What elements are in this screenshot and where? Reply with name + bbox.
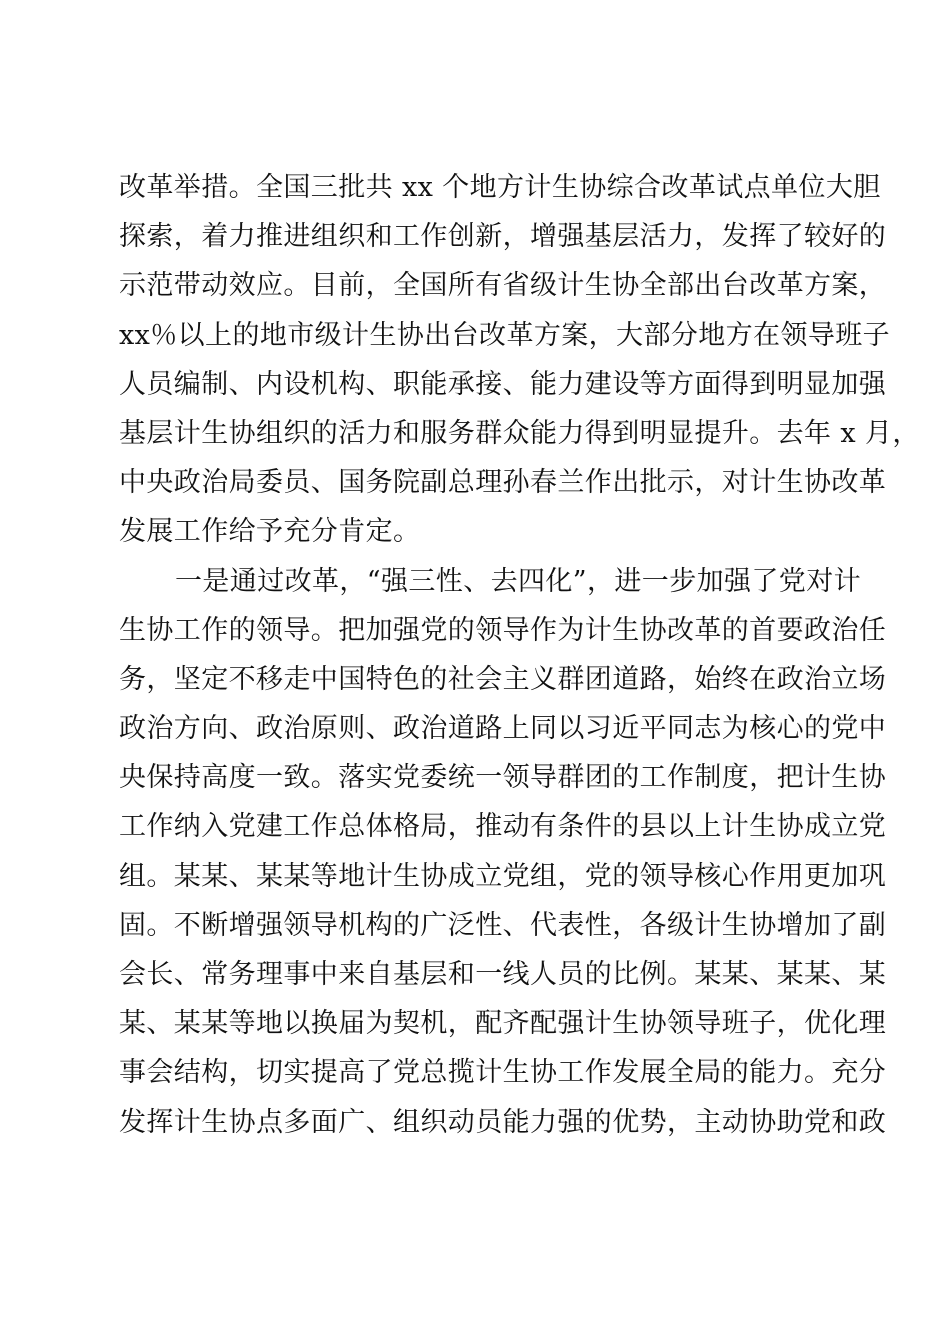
text-line: 人员编制、内设机构、职能承接、能力建设等方面得到明显加强 [119, 368, 887, 400]
text-line: 政治方向、政治原则、政治道路上同以习近平同志为核心的党中 [119, 713, 887, 745]
text-line: 中央政治局委员、国务院副总理孙春兰作出批示，对计生协改革 [119, 467, 887, 499]
paragraph-party-leadership [119, 557, 887, 1147]
text-line: 示范带动效应。目前，全国所有省级计生协全部出台改革方案， [119, 270, 887, 302]
text-line: 发展工作给予充分肯定。 [119, 516, 421, 548]
text-line: 工作纳入党建工作总体格局，推动有条件的县以上计生协成立党 [119, 811, 887, 843]
text-line: 探索，着力推进组织和工作创新，增强基层活力，发挥了较好的 [119, 221, 887, 253]
text-line: 固。不断增强领导机构的广泛性、代表性，各级计生协增加了副 [119, 909, 887, 941]
text-line: 某、某某等地以换届为契机，配齐配强计生协领导班子，优化理 [119, 1008, 887, 1040]
text-line: 组。某某、某某等地计生协成立党组，党的领导核心作用更加巩 [119, 860, 887, 892]
text-line: 事会结构，切实提高了党总揽计生协工作发展全局的能力。充分 [119, 1057, 887, 1089]
text-line: 基层计生协组织的活力和服务群众能力得到明显提升。去年 x 月， [119, 417, 920, 449]
text-line: xx％以上的地市级计生协出台改革方案，大部分地方在领导班子 [119, 319, 891, 351]
text-line: 会长、常务理事中来自基层和一线人员的比例。某某、某某、某 [119, 959, 887, 990]
text-line: 一是通过改革，“强三性、去四化”，进一步加强了党对计 [175, 565, 862, 597]
text-line: 发挥计生协点多面广、组织动员能力强的优势，主动协助党和政 [119, 1106, 887, 1138]
body-text [119, 163, 920, 1147]
text-line: 央保持高度一致。落实党委统一领导群团的工作制度，把计生协 [119, 762, 887, 794]
text-line: 务，坚定不移走中国特色的社会主义群团道路，始终在政治立场 [119, 663, 887, 695]
text-line: 生协工作的领导。把加强党的领导作为计生协改革的首要政治任 [119, 614, 887, 646]
paragraph-reform-measures [119, 163, 920, 557]
text-line: 改革举措。全国三批共 xx 个地方计生协综合改革试点单位大胆 [119, 172, 881, 203]
